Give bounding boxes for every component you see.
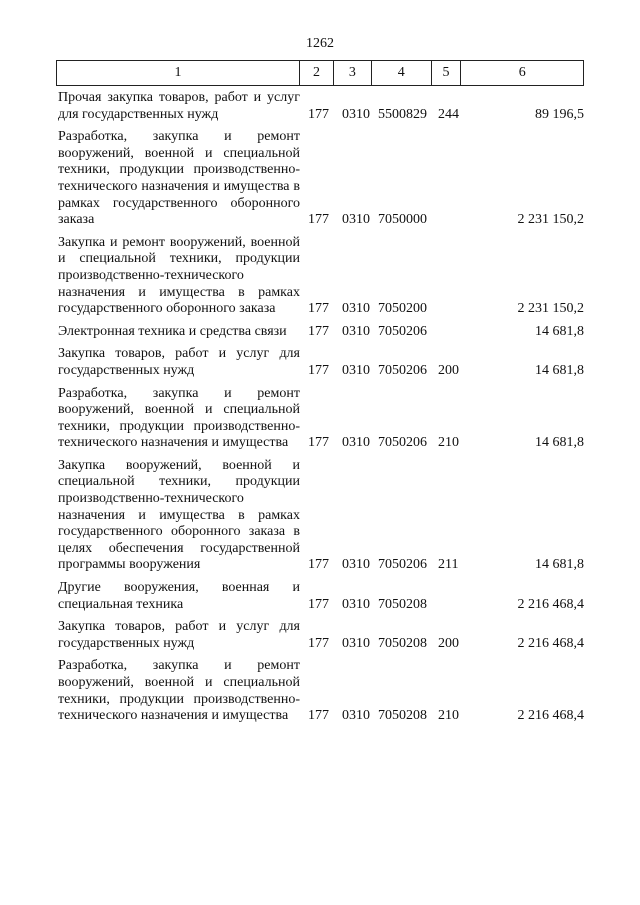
header-col-6: 6	[518, 65, 526, 80]
row-section-code: 0310	[342, 435, 370, 451]
header-col-1: 1	[57, 61, 300, 85]
header-col-5: 5	[432, 61, 462, 85]
row-section-code: 0310	[342, 557, 370, 573]
row-expense-type: 200	[438, 635, 459, 651]
row-ministry-code: 177	[308, 323, 329, 339]
row-expense-type: 210	[438, 435, 459, 451]
row-target-code: 7050000	[378, 212, 427, 228]
row-amount: 2 216 468,4	[517, 635, 584, 651]
row-target-code: 7050208	[378, 708, 427, 724]
row-expense-type: 211	[438, 557, 459, 573]
table-row	[58, 580, 584, 613]
header-col-3: 3	[334, 61, 372, 85]
row-expense-type: 200	[438, 362, 459, 378]
header-col-4: 4	[372, 61, 432, 85]
row-ministry-code: 177	[308, 708, 329, 724]
row-section-code: 0310	[342, 212, 370, 228]
row-target-code: 5500829	[378, 106, 427, 122]
row-description: Прочая закупка товаров, работ и услуг для государственных нужд	[58, 90, 300, 122]
row-amount: 2 216 468,4	[517, 708, 584, 724]
row-description: Закупка и ремонт вооружений, военной и специальной техники, продукции производственно-технического назначения и имущества в рамках государственного оборонного заказа	[58, 234, 300, 317]
table-row	[58, 386, 584, 452]
row-description: Другие вооружения, военная и специальная техника	[58, 580, 300, 612]
row-amount: 89 196,5	[535, 106, 584, 122]
row-description: Разработка, закупка и ремонт вооружений, военной и специальной техники, продукции производственно-технического назначения и имущества в рамках государственного оборонного заказа	[58, 129, 300, 228]
row-ministry-code: 177	[308, 362, 329, 378]
row-target-code: 7050208	[378, 635, 427, 651]
row-ministry-code: 177	[308, 596, 329, 612]
table-row	[58, 346, 584, 379]
row-description: Закупка товаров, работ и услуг для государственных нужд	[58, 619, 300, 651]
table-row	[58, 619, 584, 652]
table-row	[58, 235, 584, 318]
table-row	[58, 90, 584, 123]
row-section-code: 0310	[342, 708, 370, 724]
row-amount: 14 681,8	[535, 323, 584, 339]
row-ministry-code: 177	[308, 301, 329, 317]
table-header	[56, 60, 584, 86]
row-target-code: 7050206	[378, 557, 427, 573]
row-target-code: 7050208	[378, 596, 427, 612]
row-target-code: 7050206	[378, 323, 427, 339]
row-section-code: 0310	[342, 635, 370, 651]
row-section-code: 0310	[342, 362, 370, 378]
row-expense-type: 210	[438, 708, 459, 724]
header-col-2: 2	[300, 61, 334, 85]
row-amount: 14 681,8	[535, 557, 584, 573]
row-target-code: 7050206	[378, 362, 427, 378]
row-amount: 14 681,8	[535, 435, 584, 451]
row-description: Разработка, закупка и ремонт вооружений, военной и специальной техники, продукции производственно-технического назначения и имущества	[58, 658, 300, 724]
row-ministry-code: 177	[308, 435, 329, 451]
row-amount: 14 681,8	[535, 362, 584, 378]
row-target-code: 7050200	[378, 301, 427, 317]
row-amount: 2 231 150,2	[517, 212, 584, 228]
row-section-code: 0310	[342, 596, 370, 612]
table-row	[58, 129, 584, 229]
row-amount: 2 231 150,2	[517, 301, 584, 317]
row-expense-type: 244	[438, 106, 459, 122]
row-description: Закупка товаров, работ и услуг для государственных нужд	[58, 346, 300, 378]
row-description: Разработка, закупка и ремонт вооружений, военной и специальной техники, продукции производственно-технического назначения и имущества	[58, 385, 300, 451]
row-description: Электронная техника и средства связи	[58, 323, 287, 339]
row-ministry-code: 177	[308, 635, 329, 651]
row-amount: 2 216 468,4	[517, 596, 584, 612]
row-section-code: 0310	[342, 301, 370, 317]
row-ministry-code: 177	[308, 106, 329, 122]
table-body	[58, 90, 584, 731]
row-description: Закупка вооружений, военной и специальной техники, продукции производственно-технического назначения и имущества в рамках государственного оборонного заказа в целях обеспечения государственной программы вооружения	[58, 457, 300, 573]
table-row	[58, 324, 584, 341]
row-target-code: 7050206	[378, 435, 427, 451]
table-row	[58, 658, 584, 724]
page-number: 1262	[306, 36, 334, 51]
row-section-code: 0310	[342, 323, 370, 339]
table-row	[58, 458, 584, 574]
row-ministry-code: 177	[308, 557, 329, 573]
row-ministry-code: 177	[308, 212, 329, 228]
row-section-code: 0310	[342, 106, 370, 122]
